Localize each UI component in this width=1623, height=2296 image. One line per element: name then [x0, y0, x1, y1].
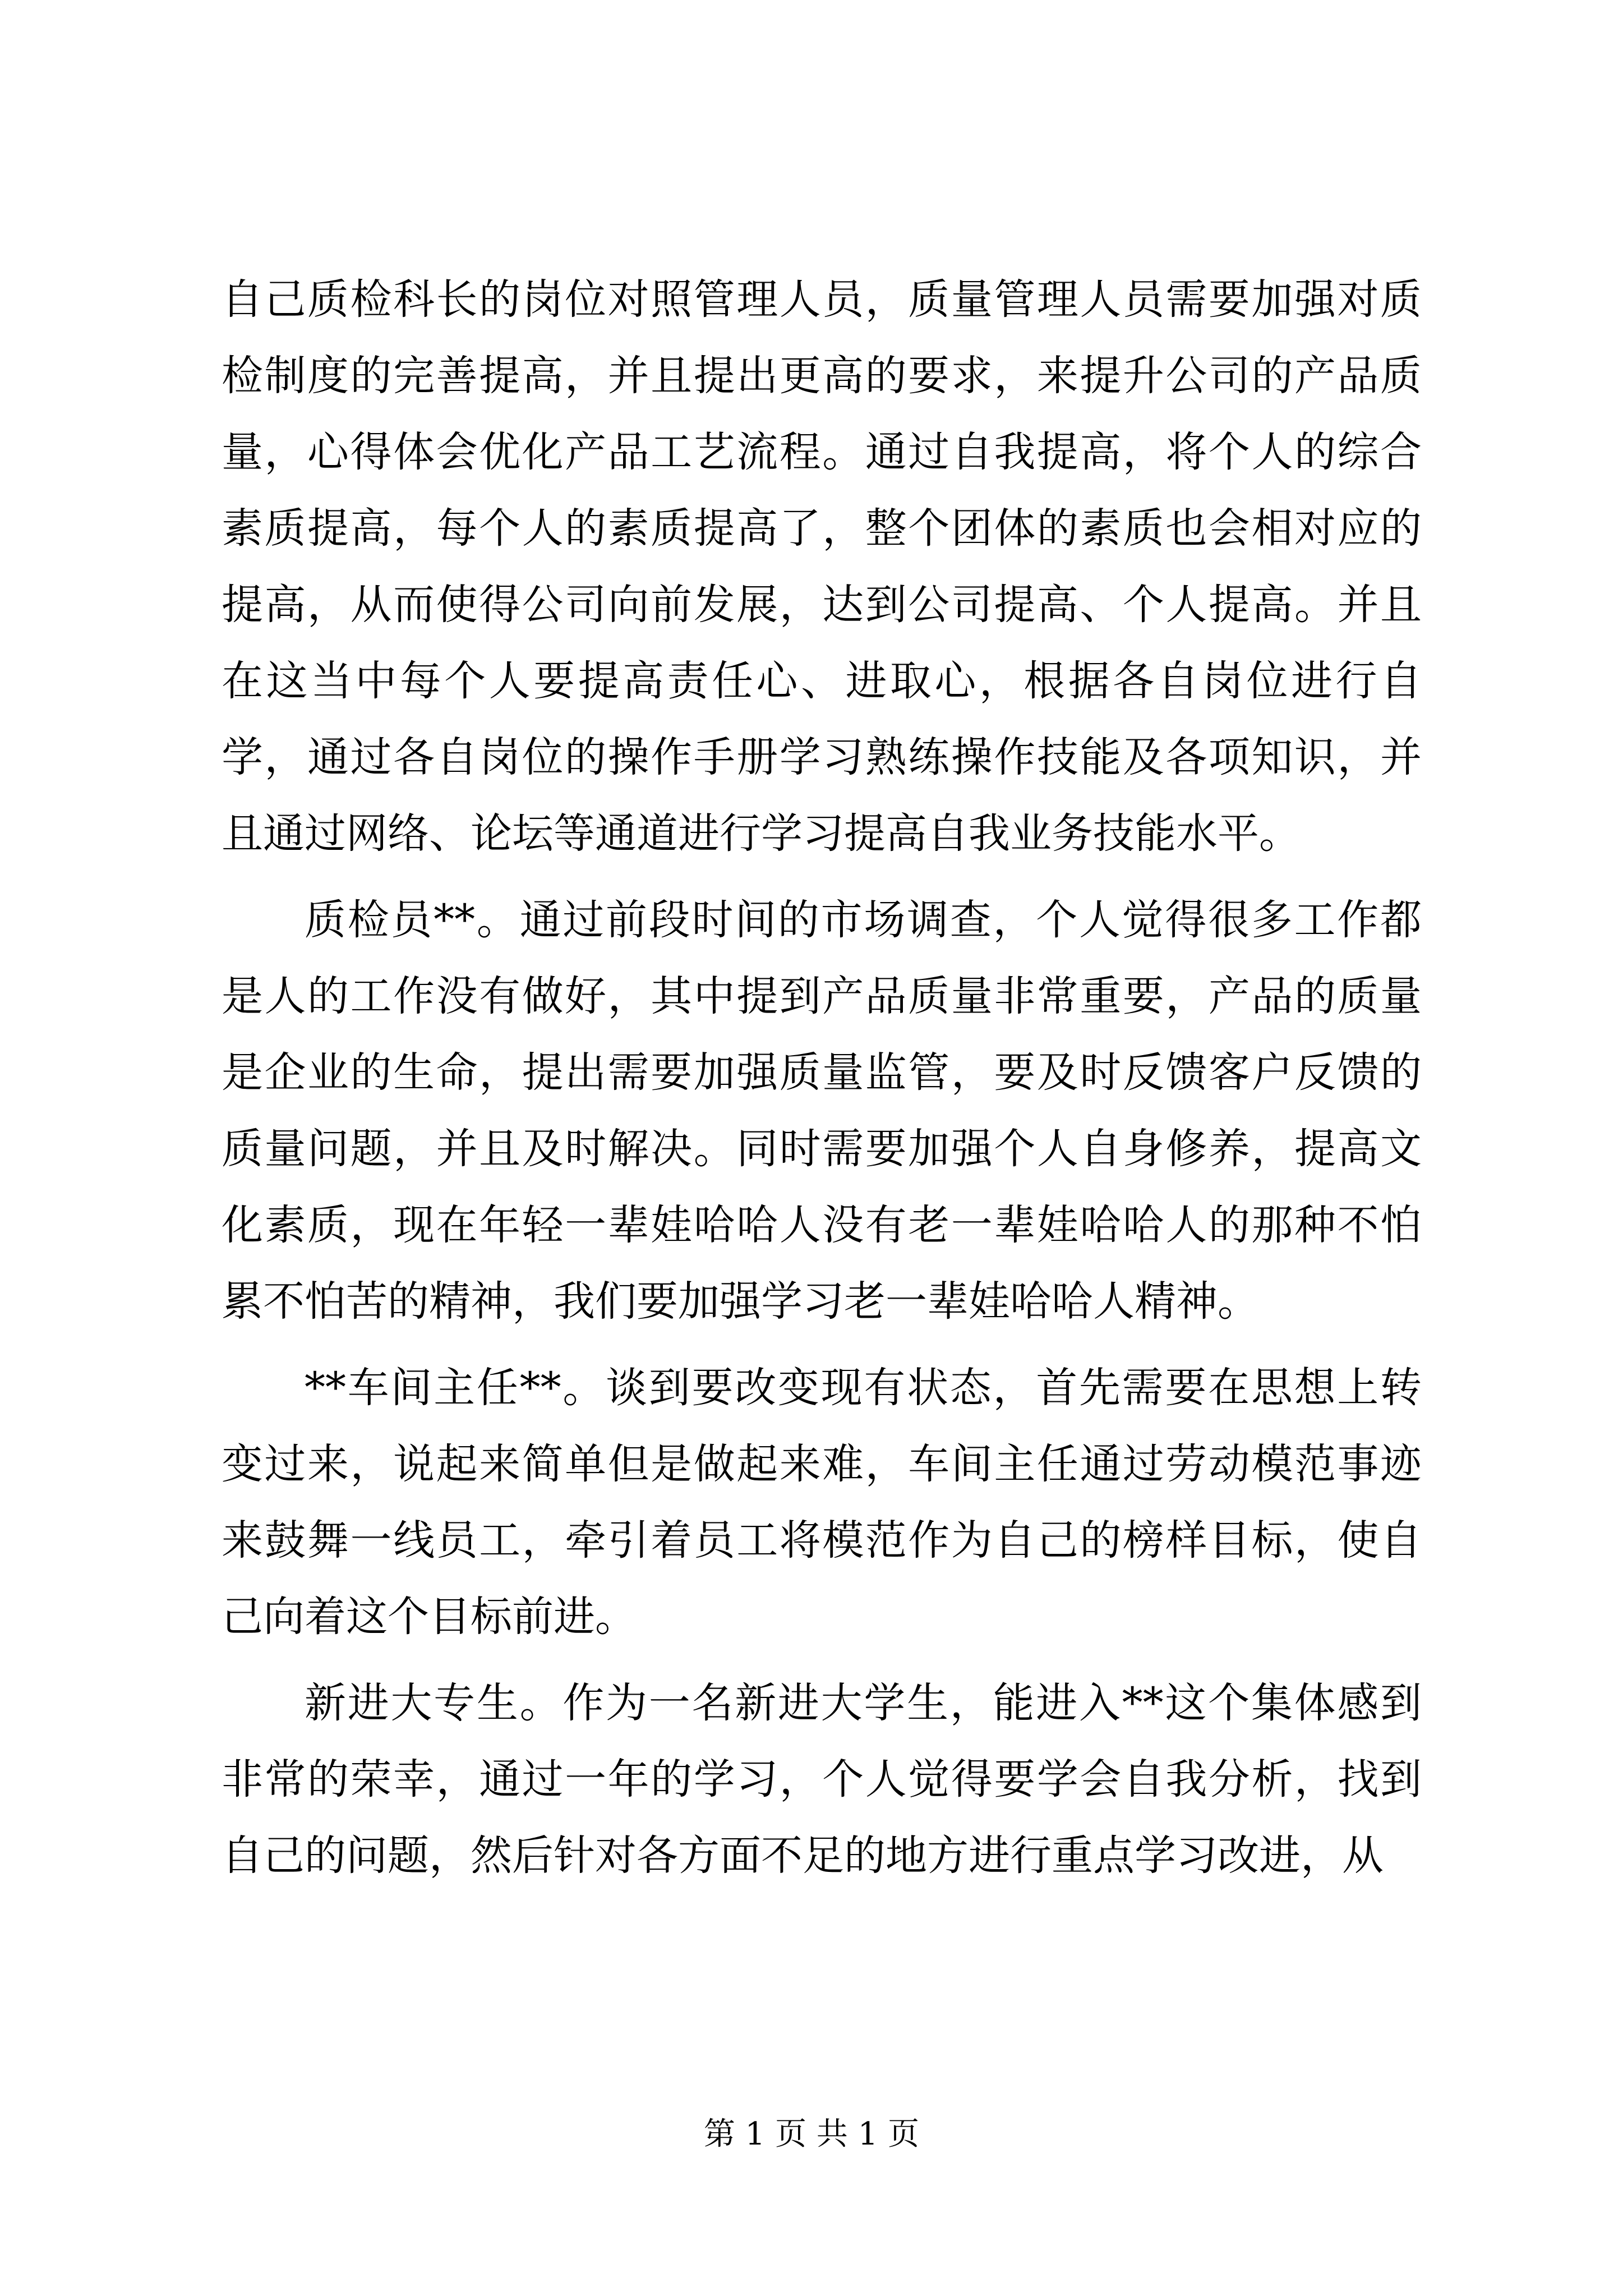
page-footer: 第 1 页 共 1 页: [703, 2116, 920, 2152]
paragraph: 自己质检科长的岗位对照管理人员，质量管理人员需要加强对质检制度的完善提高，并且提出更高的要求，来提升公司的产品质量，心得体会优化产品工艺流程。通过自我提高，将个人的综合素质提高，每个人的素质提高了，整个团体的素质也会相对应的提高，从而使得公司向前发展，达到公司提高、个人提高。并且在这当中每个人要提高责任心、进取心，根据各自岗位进行自学，通过各自岗位的操作手册学习熟练操作技能及各项知识，并且通过网络、论坛等通道进行学习提高自我业务技能水平。: [222, 275, 1422, 858]
paragraph: 质检员**。通过前段时间的市场调查，个人觉得很多工作都是人的工作没有做好，其中提到产品质量非常重要，产品的质量是企业的生命，提出需要加强质量监管，要及时反馈客户反馈的质量问题，并且及时解决。同时需要加强个人自身修养，提高文化素质，现在年轻一辈娃哈哈人没有老一辈娃哈哈人的那种不怕累不怕苦的精神，我们要加强学习老一辈娃哈哈人精神。: [222, 896, 1422, 1326]
paragraph: **车间主任**。谈到要改变现有状态，首先需要在思想上转变过来，说起来简单但是做起来难，车间主任通过劳动模范事迹来鼓舞一线员工，牵引着员工将模范作为自己的榜样目标，使自己向着这个目标前进。: [222, 1364, 1422, 1641]
document-body: [222, 261, 1422, 1904]
paragraph: 新进大专生。作为一名新进大学生，能进入**这个集体感到非常的荣幸，通过一年的学习，个人觉得要学会自我分析，找到自己的问题，然后针对各方面不足的地方进行重点学习改进，从: [222, 1679, 1422, 1880]
